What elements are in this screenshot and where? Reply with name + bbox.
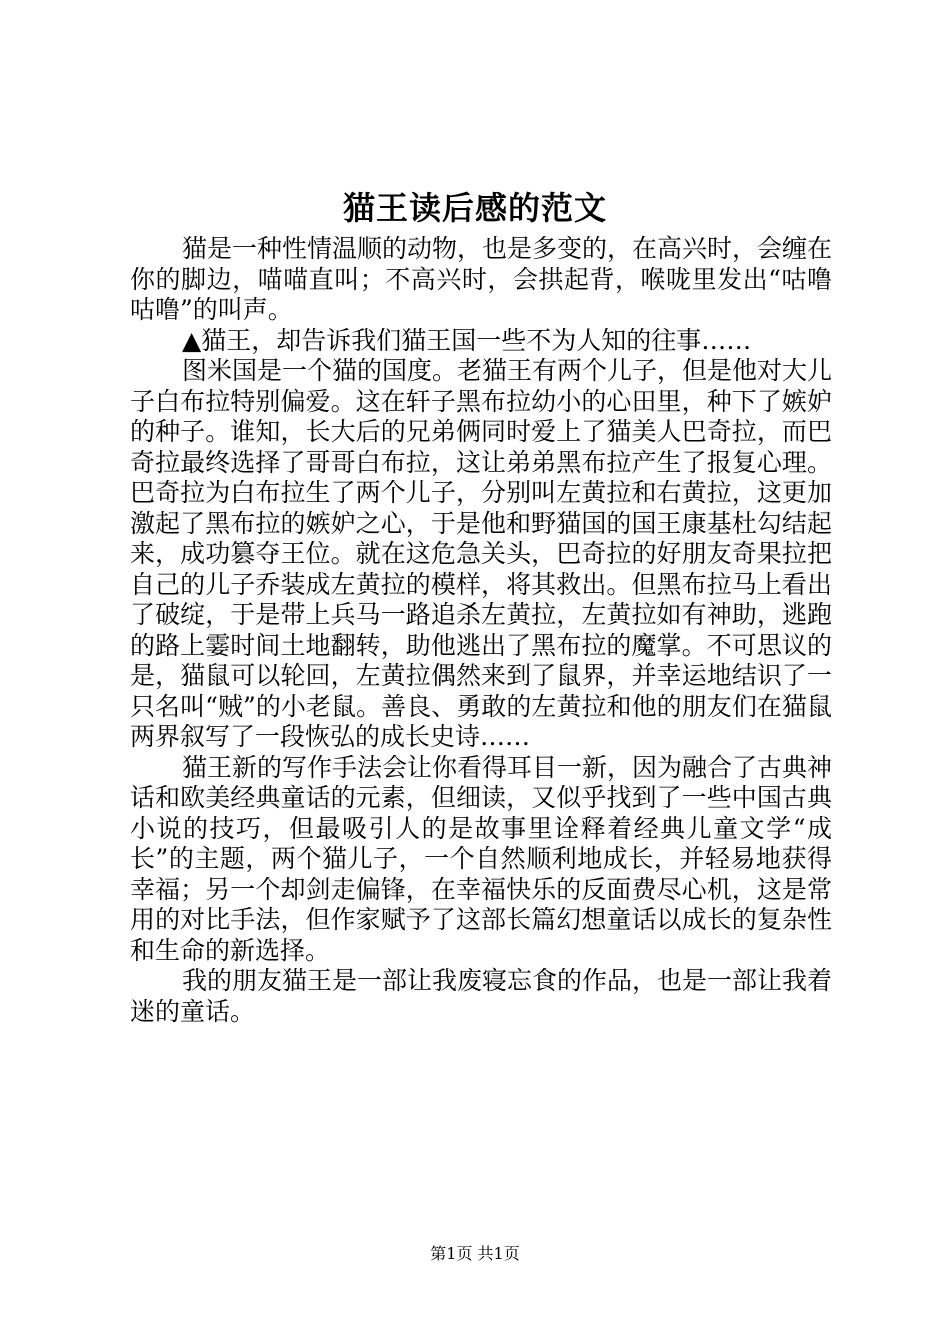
page-number-footer: 第1页 共1页 bbox=[430, 1244, 520, 1263]
paragraph-intro: 猫是一种性情温顺的动物，也是多变的，在高兴时，会缠在你的脚边，喵喵直叫；不高兴时，会拱起背，喉咙里发出“咕噜咕噜”的叫声。 bbox=[130, 234, 833, 324]
paragraph-teaser: ▲猫王，却告诉我们猫王国一些不为人知的往事…… bbox=[182, 325, 752, 355]
paragraph-analysis: 猫王新的写作手法会让你看得耳目一新，因为融合了古典神话和欧美经典童话的元素，但细读，又似乎找到了一些中国古典小说的技巧，但最吸引人的是故事里诠释着经典儿童文学“成长”的主题，两个猫儿子，一个自然顺利地成长，并轻易地获得幸福；另一个却剑走偏锋，在幸福快乐的反面费尽心机，这是常用的对比手法，但作家赋予了这部长篇幻想童话以成长的复杂性和生命的新选择。 bbox=[130, 752, 833, 965]
paragraph-conclusion: 我的朋友猫王是一部让我废寝忘食的作品，也是一部让我着迷的童话。 bbox=[130, 966, 833, 1026]
paragraph-story: 图米国是一个猫的国度。老猫王有两个儿子，但是他对大儿子白布拉特别偏爱。这在轩子黑布拉幼小的心田里，种下了嫉妒的种子。谁知，长大后的兄弟俩同时爱上了猫美人巴奇拉，而巴奇拉最终选择了哥哥白布拉，这让弟弟黑布拉产生了报复心理。巴奇拉为白布拉生了两个儿子，分别叫左黄拉和右黄拉，这更加激起了黑布拉的嫉妒之心，于是他和野猫国的国王康基杜勾结起来，成功篡夺王位。就在这危急关头，巴奇拉的好朋友奇果拉把自己的儿子乔装成左黄拉的模样，将其救出。但黑布拉马上看出了破绽，于是带上兵马一路追杀左黄拉，左黄拉如有神助，逃跑的路上霎时间土地翻转，助他逃出了黑布拉的魔掌。不可思议的是，猫鼠可以轮回，左黄拉偶然来到了鼠界，并幸运地结识了一只名叫“贼”的小老鼠。善良、勇敢的左黄拉和他的朋友们在猫鼠两界叙写了一段恢弘的成长史诗…… bbox=[130, 356, 833, 751]
document-body bbox=[130, 234, 832, 1027]
document-title: 猫王读后感的范文 bbox=[342, 189, 607, 227]
